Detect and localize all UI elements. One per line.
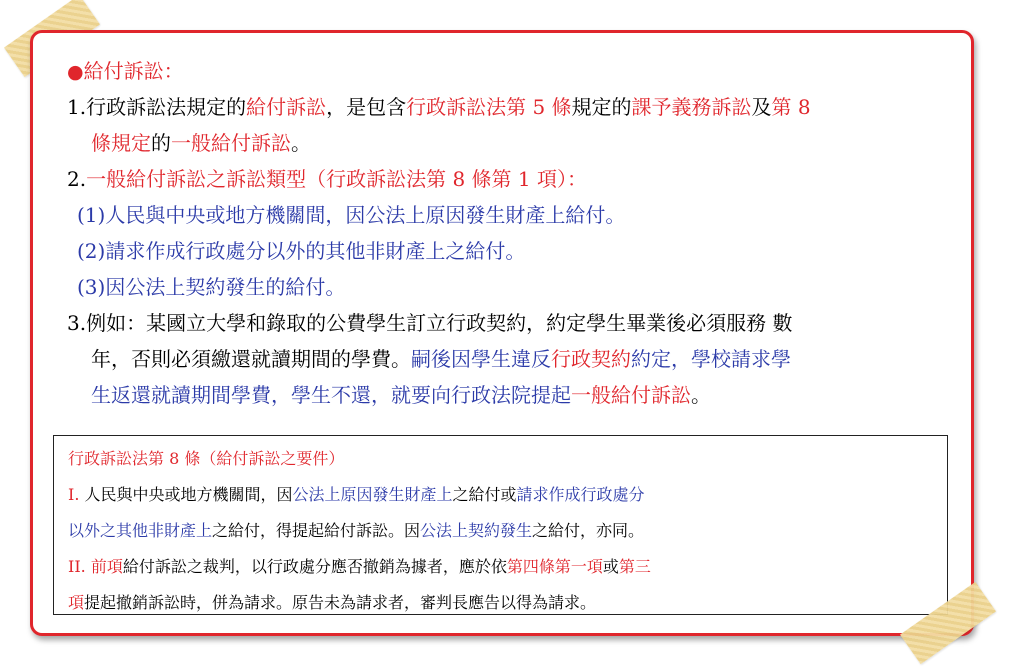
text-run: 的 bbox=[151, 131, 171, 155]
item-number: 1. bbox=[67, 95, 87, 119]
text-run: 以外之其他非財產上 bbox=[68, 521, 213, 540]
law-text-box bbox=[53, 435, 948, 615]
heading-text: 給付訴訟： bbox=[83, 59, 184, 83]
text-run: 條規定 bbox=[91, 131, 151, 155]
item-2-sub-3: (3)因公法上契約發生的給付。 bbox=[77, 275, 346, 299]
text-run: 公法上原因發生財產上 bbox=[292, 485, 453, 504]
text-run: 行政訴訟法規定的 bbox=[86, 95, 247, 119]
text-run: 前項 bbox=[90, 557, 123, 576]
text-run: 請求作成行政處分 bbox=[516, 485, 645, 504]
text-run: 行政契約 bbox=[551, 347, 631, 371]
law-line-4 bbox=[68, 590, 596, 616]
item-2-sub-1: (1)人民與中央或地方機關間，因公法上原因發生財產上給付。 bbox=[77, 203, 626, 227]
item-number: 2. bbox=[67, 167, 87, 191]
text-run: I. bbox=[68, 485, 85, 504]
text-run: II. bbox=[68, 557, 91, 576]
text-run: 或 bbox=[602, 557, 619, 576]
text-run: 及 bbox=[751, 95, 772, 119]
text-run: 生返還就讀期間學費，學生不還，就要向行政法院提起 bbox=[91, 383, 571, 407]
law-box-title: 行政訴訟法第 8 條（給付訴訟之要件） bbox=[68, 449, 345, 468]
section-heading bbox=[67, 58, 184, 85]
text-run: 給付訴訟之裁判，以行政處分應否撤銷為據者，應於依 bbox=[122, 557, 507, 576]
text-run: 行政訴訟法第 5 條 bbox=[406, 95, 572, 119]
text-run: 第三 bbox=[618, 557, 651, 576]
text-run: 一般給付訴訟 bbox=[571, 383, 691, 407]
text-run: ，是包含 bbox=[326, 95, 407, 119]
text-run: 之給付或 bbox=[452, 485, 517, 504]
item-3-line-3 bbox=[91, 382, 711, 408]
item-3-line-2 bbox=[91, 346, 791, 372]
red-bullet-icon: ● bbox=[67, 61, 84, 83]
text-run: 。 bbox=[691, 383, 711, 407]
law-line-1 bbox=[68, 482, 645, 508]
text-run: 公法上契約發生 bbox=[420, 521, 533, 540]
item-1-line-2 bbox=[91, 130, 311, 156]
item-2-sub-2: (2)請求作成行政處分以外的其他非財產上之給付。 bbox=[77, 239, 526, 263]
text-run: 第 8 bbox=[771, 95, 811, 119]
text-run: 例如：某國立大學和錄取的公費學生訂立行政契約，約定學生畢業後必須服務 數 bbox=[86, 311, 793, 335]
item-1-line-1 bbox=[67, 94, 811, 120]
text-run: 第四條第一項 bbox=[506, 557, 603, 576]
text-run: 。 bbox=[291, 131, 311, 155]
text-run: 提起撤銷訴訟時，併為請求。原告未為請求者，審判長應告以得為請求。 bbox=[84, 593, 597, 612]
text-run: 之給付，亦同。 bbox=[532, 521, 645, 540]
text-run: 之給付，得提起給付訴訟。因 bbox=[212, 521, 421, 540]
text-run: 項 bbox=[68, 593, 85, 612]
text-run: 年，否則必須繳還就讀期間的學費。 bbox=[91, 347, 411, 371]
item-number: 3. bbox=[67, 311, 87, 335]
text-run: 約定，學校請求學 bbox=[631, 347, 791, 371]
text-run: 一般給付訴訟 bbox=[171, 131, 291, 155]
text-run: 規定的 bbox=[571, 95, 632, 119]
text-run: 一般給付訴訟之訴訟類型（行政訴訟法第 8 條第 1 項）： bbox=[86, 167, 587, 191]
text-run: 給付訴訟 bbox=[246, 95, 327, 119]
text-run: 課予義務訴訟 bbox=[631, 95, 752, 119]
item-2-line-1 bbox=[67, 166, 587, 192]
law-line-3 bbox=[68, 554, 651, 580]
item-3-line-1 bbox=[67, 310, 792, 336]
text-run: 嗣後因學生違反 bbox=[411, 347, 551, 371]
law-line-2 bbox=[68, 518, 644, 544]
text-run: 人民與中央或地方機關間，因 bbox=[84, 485, 293, 504]
